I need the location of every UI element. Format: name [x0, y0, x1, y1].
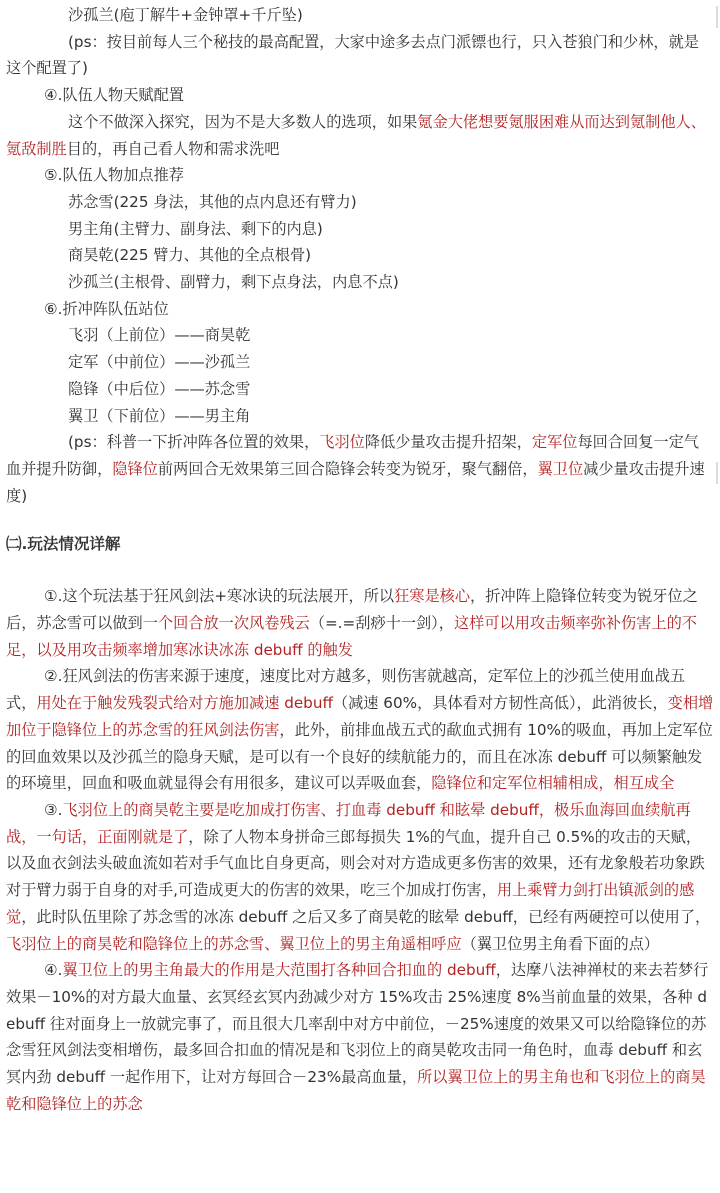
text: (ps：按目前每人三个秘技的最高配置，大家中途多去点门派镖也行，只入苍狼门和少林，就是这个配置了): [6, 32, 699, 78]
list-item: [0, 376, 720, 403]
list-item: [0, 322, 720, 349]
right-edge-marker: [716, 6, 718, 28]
text: 定军（中前位）——沙孤兰: [68, 353, 251, 372]
list-item: [0, 269, 720, 296]
section-5-title: [0, 162, 720, 189]
highlight-text: 翼卫位: [537, 459, 584, 478]
text: ②.狂风剑法的伤害来源于速度，速度比对方越多，则伤害就越高，定军位上的沙孤兰使用血战五式，: [6, 667, 686, 713]
list-item: [0, 242, 720, 269]
highlight-text: 狂寒是核心: [394, 587, 471, 606]
text: （=.=刮痧十一剑），: [309, 614, 454, 633]
highlight-text: 隐锋位: [112, 459, 158, 478]
section-6-title: [0, 296, 720, 323]
right-edge-marker: [716, 462, 718, 484]
text: 沙孤兰(主根骨、副臂力，剩下点身法，内息不点): [68, 273, 399, 292]
highlight-text: 飞羽位上的商昊乾主要是吃加成打伤害、打血毒 debuff 和眩晕 debuff，极乐血海回血续航再战，一句话，正面刚就是了: [6, 800, 691, 846]
gameplay-point-3: [0, 797, 720, 957]
text: 沙孤兰(庖丁解牛+金钟罩+千斤坠): [68, 6, 303, 24]
text: (ps：科普一下折冲阵各位置的效果，: [68, 433, 320, 452]
text: ，除了人物本身拼命三郎每损失 1%的气血，提升自己 0.5%的攻击的天赋，以及血衣剑法头破血流如若对手气血比自身更高，则会对对方造成更多伤害的效果，还有龙象般若功象跌对于臂力弱于自身的对手,可造成更大的伤害的效果，吃三个加成打伤害，: [6, 827, 705, 900]
text: ，此外，前排血战五式的歃血式拥有 10%的吸血，再加上定军位的回血效果以及沙孤兰的隐身天赋，是可以有一个良好的续航能力的，而且在冰冻 debuff 可以频繁触发的环境里，回血和吸血就显得会有用很多，建议可以弄吸血套，: [6, 720, 713, 793]
text: ⑥.折冲阵队伍站位: [44, 299, 169, 318]
highlight-text: 所以翼卫位上的男主角也和飞羽位上的商昊乾和隐锋位上的苏念: [6, 1068, 706, 1113]
gameplay-point-1: [0, 583, 720, 663]
section-6-ps: [0, 429, 720, 509]
text: ④.队伍人物天赋配置: [44, 86, 184, 105]
list-item: [0, 403, 720, 430]
highlight-text: 一个回合放一次风卷残云: [142, 614, 310, 633]
text: 苏念雪(225 身法，其他的点内息还有臂力): [68, 192, 357, 211]
text: ，此时队伍里除了苏念雪的冰冻 debuff 之后又多了商昊乾的眩晕 debuff，已经有两硬控可以使用了，: [21, 907, 711, 926]
highlight-text: 用上乘臂力剑打出镇派剑的感觉: [6, 881, 695, 926]
gameplay-point-2: [0, 663, 720, 797]
text: （翼卫位男主角看下面的点）: [461, 934, 660, 953]
text: ①.这个玩法基于狂风剑法+寒冰诀的玩法展开，所以: [44, 587, 395, 606]
highlight-text: 飞羽位: [319, 433, 365, 452]
section-4-body: [0, 109, 720, 162]
text: 这个不做深入探究，因为不是大多数人的选项，如果: [68, 112, 418, 131]
highlight-text: 翼卫位上的男主角最大的作用是大范围打各种回合扣血的 debuff: [62, 961, 496, 980]
text: ，达摩八法神禅杖的来去若梦行效果－10%的对方最大血量、玄冥经玄冥内劲减少对方 15%攻击 25%速度 8%当前血量的效果，各种 debuff 往对面身上一放就完事了，而且很大几率刮中对方中前位，－25%速度的效果又可以给隐锋位的苏念雪狂风剑法变相增伤，最多回合扣血的情况是和飞羽位上的商昊乾攻击同一角色时，血毒 debuff 和玄冥内劲 debuff 一起作用下，让对方每回合－23%最高血量，: [6, 961, 709, 1087]
gameplay-point-4: [0, 957, 720, 1117]
text: 降低少量攻击提升招架，: [364, 433, 532, 452]
text: ，折冲阵上隐锋位转变为锐牙位之后，苏念雪可以做到: [6, 587, 698, 633]
highlight-text: 这样可以用攻击频率弥补伤害上的不足，以及用攻击频率增加寒冰诀冰冻 debuff 的触发: [6, 614, 697, 659]
text: （减速 60%，具体看对方韧性高低），此消彼长，: [332, 694, 668, 713]
highlight-text: 隐锋位和定军位相辅相成，相互成全: [431, 774, 675, 793]
section-2-heading: [0, 531, 720, 557]
text: 减少量攻击提升速度): [6, 459, 705, 505]
text: 每回合回复一定气血并提升防御，: [6, 433, 699, 478]
paragraph-ps-note: [0, 29, 720, 82]
text: ㈡.玩法情况详解: [6, 535, 121, 554]
text: ⑤.队伍人物加点推荐: [44, 166, 184, 185]
list-item: [0, 216, 720, 243]
section-4-title: [0, 82, 720, 109]
highlight-text: 氪金大佬想要氪服困难从而达到氪制他人、氪敌制胜: [6, 112, 706, 158]
highlight-text: 用处在于触发残裂式给对方施加减速 debuff: [36, 694, 333, 713]
text: 飞羽（上前位）——商昊乾: [68, 326, 251, 345]
text: ③.: [44, 800, 63, 819]
text: 前两回合无效果第三回合隐锋会转变为锐牙，聚气翻倍，: [157, 459, 538, 478]
list-item: [0, 349, 720, 376]
paragraph-shaguolan-skills: [0, 2, 720, 29]
list-item: [0, 189, 720, 216]
highlight-text: 变相增加位于隐锋位上的苏念雪的狂风剑法伤害: [6, 694, 714, 739]
text: ④.: [44, 961, 63, 980]
text: 男主角(主臂力、副身法、剩下的内息): [68, 219, 323, 238]
text: 目的，再自己看人物和需求洗吧: [66, 139, 280, 158]
text: 隐锋（中后位）——苏念雪: [68, 379, 251, 398]
text: 翼卫（下前位）——男主角: [68, 406, 251, 425]
highlight-text: 定军位: [531, 433, 578, 452]
highlight-text: 飞羽位上的商昊乾和隐锋位上的苏念雪、翼卫位上的男主角遥相呼应: [6, 934, 462, 953]
text: 商昊乾(225 臂力、其他的全点根骨): [68, 246, 312, 265]
